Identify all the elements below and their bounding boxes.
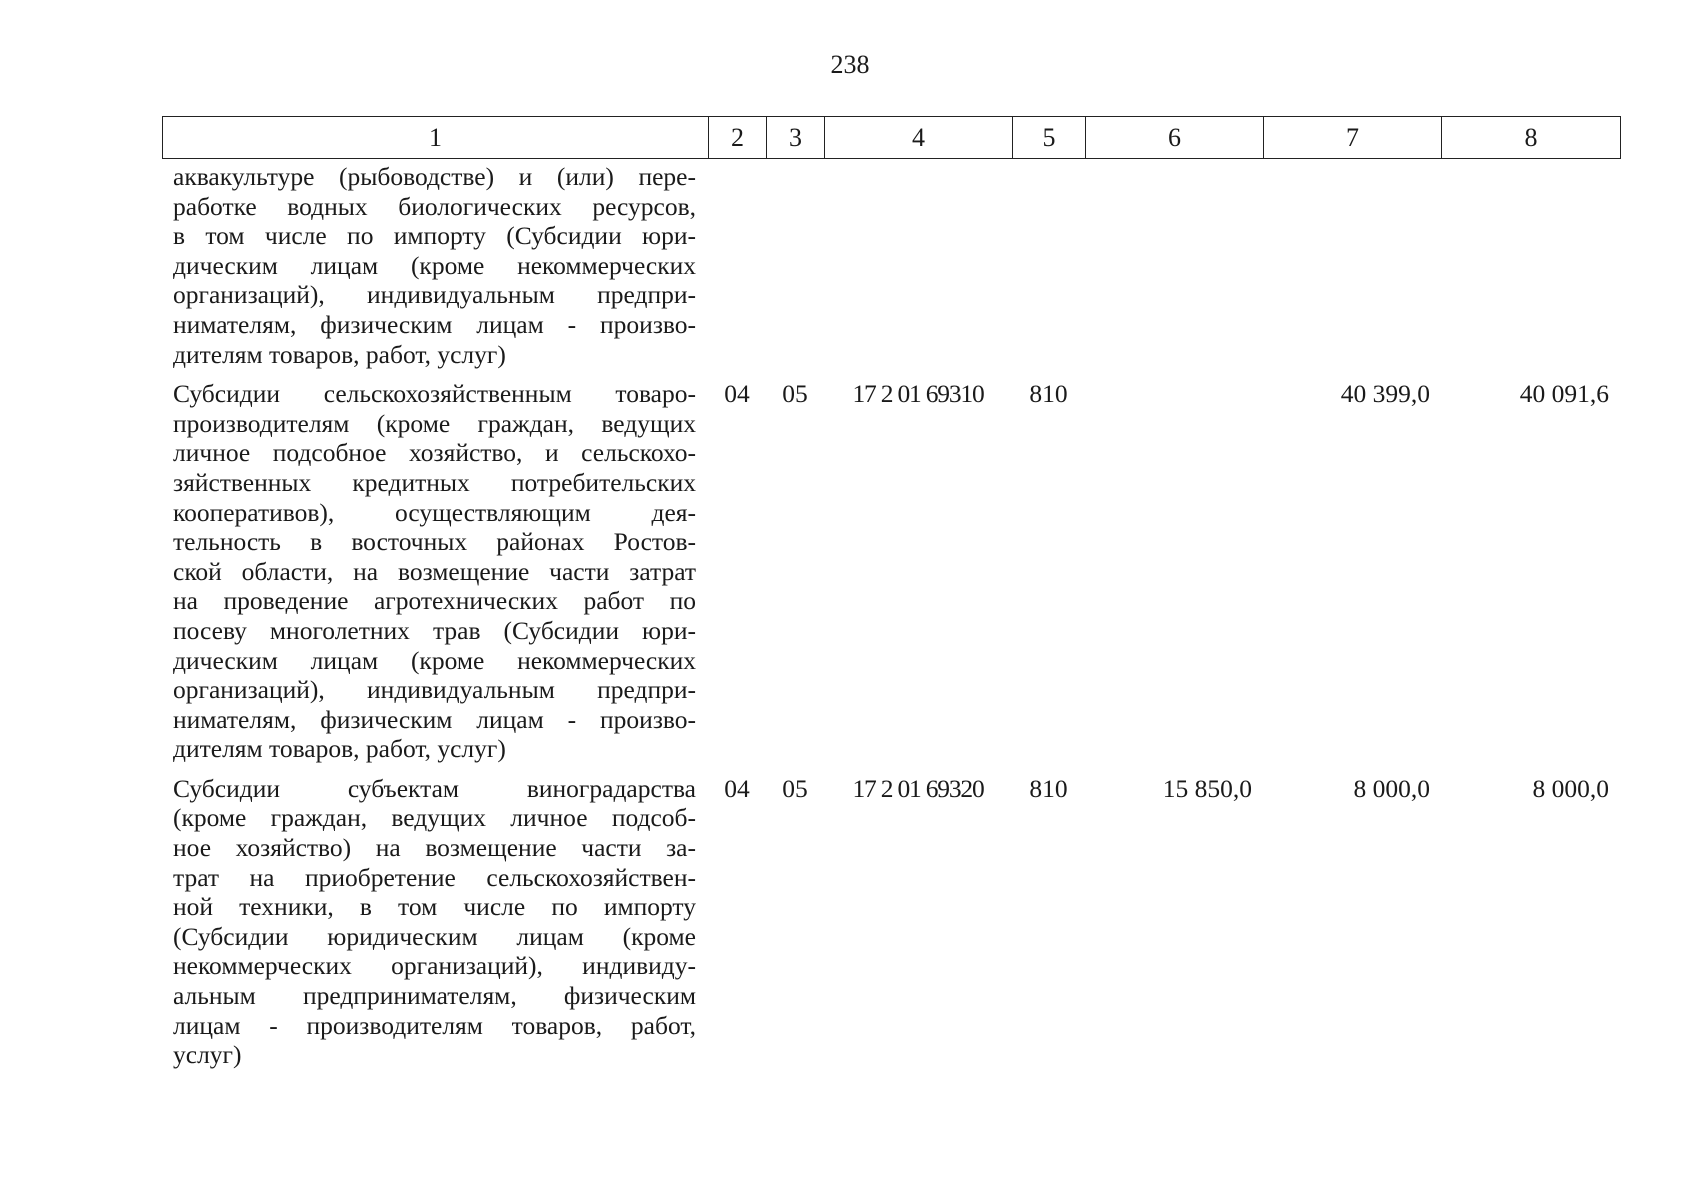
description-line: дителям товаров, работ, услуг) (173, 734, 506, 764)
cell-expense-type: 810 (1029, 773, 1068, 803)
cell-amount-6: 15 850,0 (1162, 773, 1252, 803)
description-line: тельность в восточных районах Ростов- (173, 527, 696, 557)
table-row (162, 369, 1620, 764)
cell-amount-8: 40 091,6 (1519, 379, 1609, 409)
cell-section: 04 (724, 773, 750, 803)
description-line: личное подсобное хозяйство, и сельскохо- (173, 438, 696, 468)
table-header (162, 116, 1621, 159)
cell-subsection (766, 162, 824, 369)
description-line: организаций), индивидуальным предпри- (173, 675, 696, 705)
description-line: посеву многолетних трав (Субсидии юри- (173, 615, 696, 645)
row-description (162, 764, 708, 1070)
description-line: (кроме граждан, ведущих личное подсоб- (173, 803, 696, 833)
description-line: нимателям, физическим лицам - произво- (173, 309, 696, 339)
description-line: услуг) (173, 1040, 242, 1070)
description-line: ной техники, в том числе по импорту (173, 892, 696, 922)
description-line: в том числе по импорту (Субсидии юри- (173, 221, 696, 251)
description-line: ской области, на возмещение части затрат (173, 556, 696, 586)
header-col-3: 3 (767, 117, 825, 159)
description-line: трат на приобретение сельскохозяйствен- (173, 862, 696, 892)
description-line: производителям (кроме граждан, ведущих (173, 408, 696, 438)
description-line: кооперативов), осуществляющим дея- (173, 497, 696, 527)
description-line: организаций), индивидуальным предпри- (173, 280, 696, 310)
cell-subsection: 05 (782, 773, 808, 803)
table-row (162, 162, 1620, 369)
cell-target-article: 17 2 01 69320 (852, 773, 984, 803)
row-description (162, 162, 708, 369)
description-line: Субсидии субъектам виноградарства (173, 773, 696, 803)
cell-target-article: 17 2 01 69310 (852, 379, 984, 409)
cell-amount-8: 8 000,0 (1532, 773, 1609, 803)
row-description (162, 369, 708, 764)
header-col-4: 4 (825, 117, 1013, 159)
cell-amount-6 (1085, 162, 1263, 369)
description-line: зяйственных кредитных потребительских (173, 467, 696, 497)
cell-section: 04 (724, 379, 750, 409)
header-col-6: 6 (1086, 117, 1264, 159)
description-line: дическим лицам (кроме некоммерческих (173, 250, 696, 280)
header-col-2: 2 (709, 117, 767, 159)
page-number: 238 (830, 50, 870, 79)
cell-expense-type: 810 (1029, 379, 1068, 409)
description-line: лицам - производителям товаров, работ, (173, 1010, 696, 1040)
description-line: аквакультуре (рыбоводстве) и (или) пере- (173, 162, 696, 191)
header-col-1: 1 (163, 117, 709, 159)
description-line: ное хозяйство) на возмещение части за- (173, 833, 696, 863)
description-line: Субсидии сельскохозяйственным товаро- (173, 379, 696, 409)
cell-expense-type (1012, 162, 1085, 369)
description-line: (Субсидии юридическим лицам (кроме (173, 921, 696, 951)
cell-amount-7: 8 000,0 (1353, 773, 1430, 803)
description-line: на проведение агротехнических работ по (173, 586, 696, 616)
description-line: альным предпринимателям, физическим (173, 981, 696, 1011)
description-line: нимателям, физическим лицам - произво- (173, 704, 696, 734)
table-row (162, 764, 1620, 1070)
cell-amount-6 (1085, 369, 1263, 764)
description-line: дическим лицам (кроме некоммерческих (173, 645, 696, 675)
cell-section (708, 162, 766, 369)
table-body (162, 162, 1620, 1070)
cell-target-article (824, 162, 1012, 369)
description-line: работке водных биологических ресурсов, (173, 191, 696, 221)
description-line: некоммерческих организаций), индивиду- (173, 951, 696, 981)
description-line: дителям товаров, работ, услуг) (173, 339, 506, 369)
cell-subsection: 05 (782, 379, 808, 409)
header-col-5: 5 (1013, 117, 1086, 159)
cell-amount-7 (1263, 162, 1441, 369)
cell-amount-7: 40 399,0 (1340, 379, 1430, 409)
cell-amount-8 (1441, 162, 1620, 369)
header-col-7: 7 (1264, 117, 1442, 159)
header-col-8: 8 (1442, 117, 1621, 159)
